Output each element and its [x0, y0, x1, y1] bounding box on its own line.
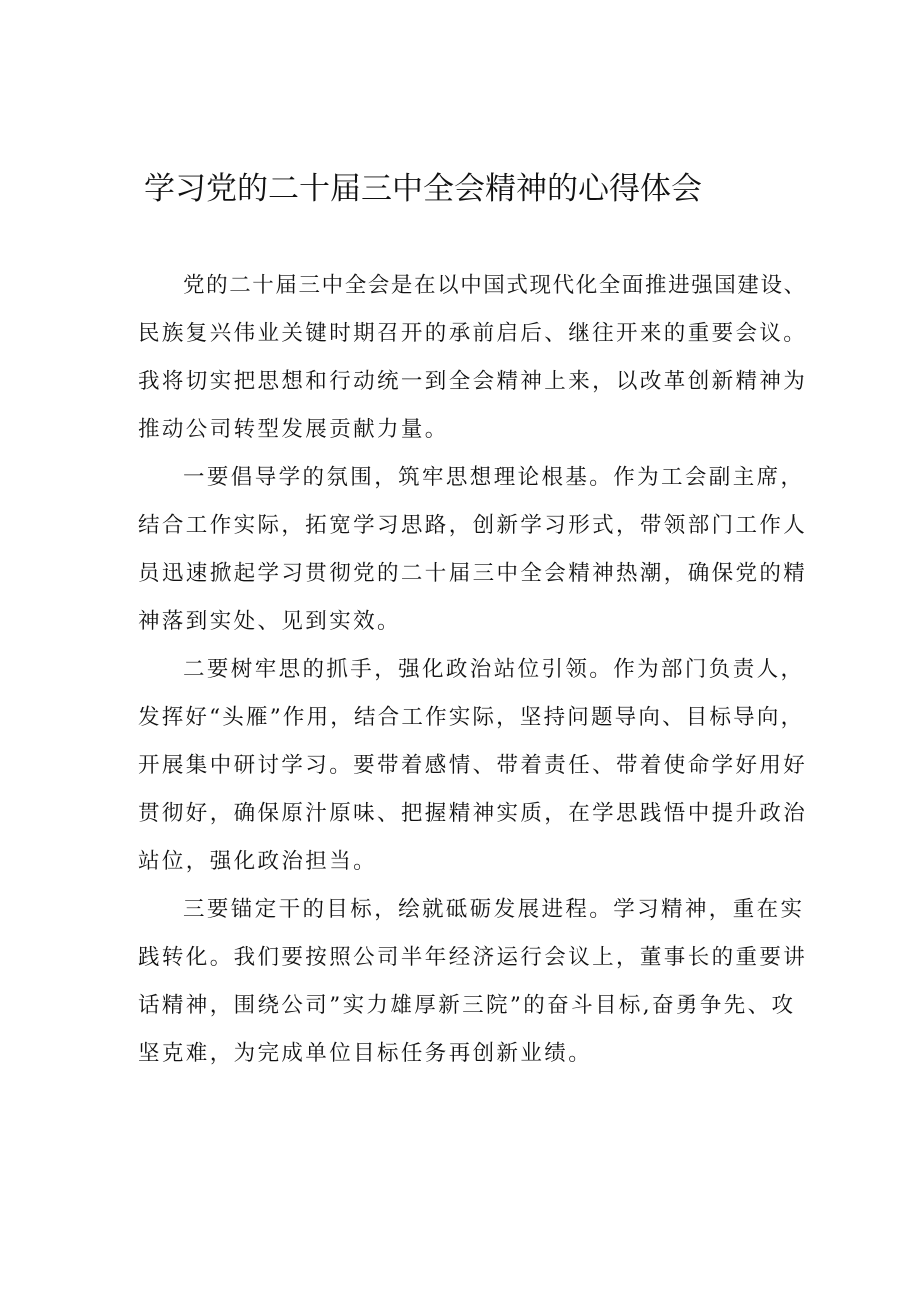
paragraph-point-three [138, 886, 808, 1078]
paragraph-line: 推动公司转型发展贡献力量。 [138, 417, 449, 442]
paragraph-line: 发挥好“头雁”作用，结合工作实际，坚持问题导向、目标导向， [138, 705, 805, 730]
paragraph-line: 神落到实处、见到实效。 [138, 609, 401, 634]
paragraph-line: 党的二十届三中全会是在以中国式现代化全面推进强国建设、 [183, 273, 807, 298]
paragraph-line: 一要倡导学的氛围，筑牢思想理论根基。作为工会副主席， [183, 465, 805, 490]
paragraph-point-one [138, 454, 808, 646]
paragraph-line: 践转化。我们要按照公司半年经济运行会议上，董事长的重要讲 [138, 945, 808, 970]
paragraph-line: 三要锚定干的目标，绘就砥砺发展进程。学习精神，重在实 [183, 897, 805, 922]
paragraph-line: 员迅速掀起学习贯彻党的二十届三中全会精神热潮，确保党的精 [138, 561, 808, 586]
paragraph-line: 话精神，围绕公司”实力雄厚新三院”的奋斗目标,奋勇争先、攻 [138, 993, 796, 1018]
paragraph-line: 站位，强化政治担当。 [138, 849, 378, 874]
paragraph-line: 民族复兴伟业关键时期召开的承前启后、继往开来的重要会议。 [138, 321, 808, 346]
paragraph-line: 二要树牢思的抓手，强化政治站位引领。作为部门负责人， [183, 657, 805, 682]
paragraph-intro [138, 262, 808, 454]
paragraph-line: 我将切实把思想和行动统一到全会精神上来，以改革创新精神为 [138, 369, 808, 394]
document-body [138, 262, 808, 1078]
paragraph-line: 开展集中研讨学习。要带着感情、带着责任、带着使命学好用好 [138, 753, 808, 778]
paragraph-line: 贯彻好，确保原汁原味、把握精神实质，在学思践悟中提升政治 [138, 801, 808, 826]
document-title: 学习党的二十届三中全会精神的心得体会 [144, 171, 702, 207]
paragraph-line: 结合工作实际，拓宽学习思路，创新学习形式，带领部门工作人 [138, 513, 808, 538]
paragraph-line: 坚克难，为完成单位目标任务再创新业绩。 [138, 1041, 593, 1066]
paragraph-point-two [138, 646, 808, 886]
